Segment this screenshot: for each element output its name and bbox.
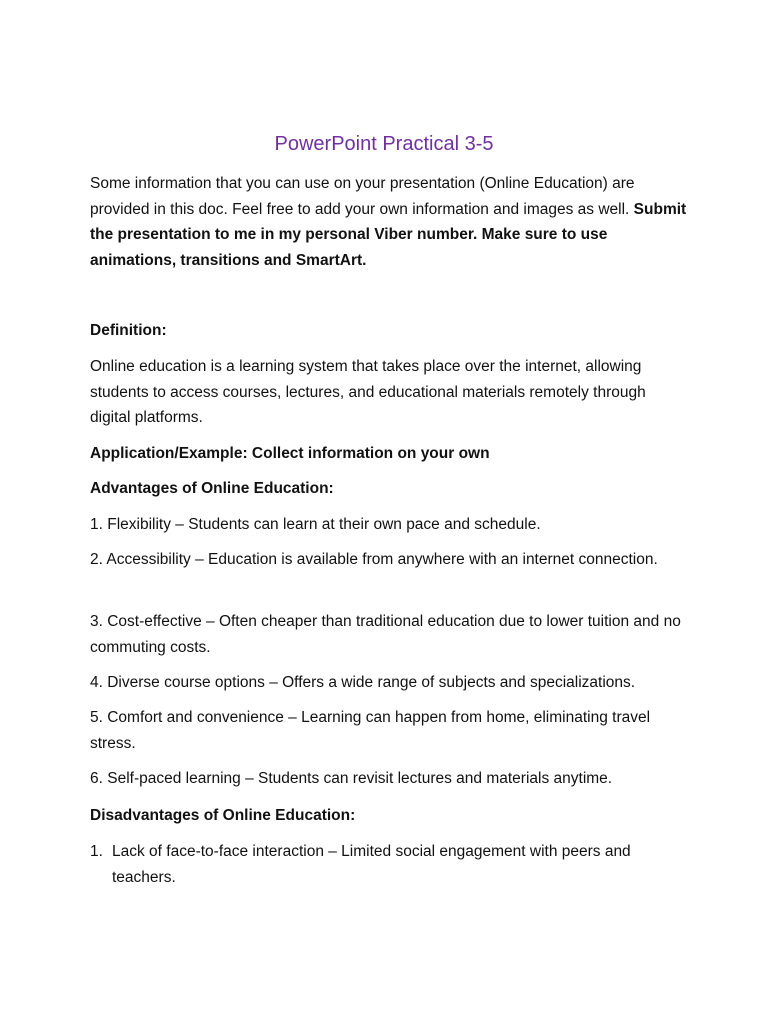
document-title: PowerPoint Practical 3-5 [274, 133, 494, 155]
advantage-item: 6. Self-paced learning – Students can revisit lectures and materials anytime. [90, 770, 613, 787]
advantages-heading: Advantages of Online Education: [90, 480, 334, 497]
application-heading: Application/Example: Collect information on your own [90, 445, 490, 462]
advantage-item: 2. Accessibility – Education is available from anywhere with an internet connection. [90, 551, 658, 568]
definition-text: Online education is a learning system that takes place over the internet, allowing students to access courses, lectures, and educational materials remotely through digital platforms. [90, 358, 646, 426]
disadvantage-text: Lack of face-to-face interaction – Limited social engagement with peers and teachers. [112, 843, 631, 886]
definition-heading: Definition: [90, 322, 167, 339]
intro-paragraph [90, 171, 690, 273]
advantage-item: 3. Cost-effective – Often cheaper than traditional education due to lower tuition and no commuting costs. [90, 613, 681, 656]
intro-text: Some information that you can use on your presentation (Online Education) are provided in this doc. Feel free to add your own information and images as well. [90, 175, 635, 218]
advantage-item: 5. Comfort and convenience – Learning can happen from home, eliminating travel stress. [90, 709, 651, 752]
disadvantages-heading: Disadvantages of Online Education: [90, 807, 356, 824]
advantage-item: 1. Flexibility – Students can learn at their own pace and schedule. [90, 516, 541, 533]
disadvantage-item [90, 839, 690, 890]
advantage-item: 4. Diverse course options – Offers a wide range of subjects and specializations. [90, 674, 636, 691]
list-number: 1. [90, 843, 103, 860]
instruction-text: Submit the presentation to me in my personal Viber number. Make sure to use animations, transitions and SmartArt. [90, 200, 687, 269]
